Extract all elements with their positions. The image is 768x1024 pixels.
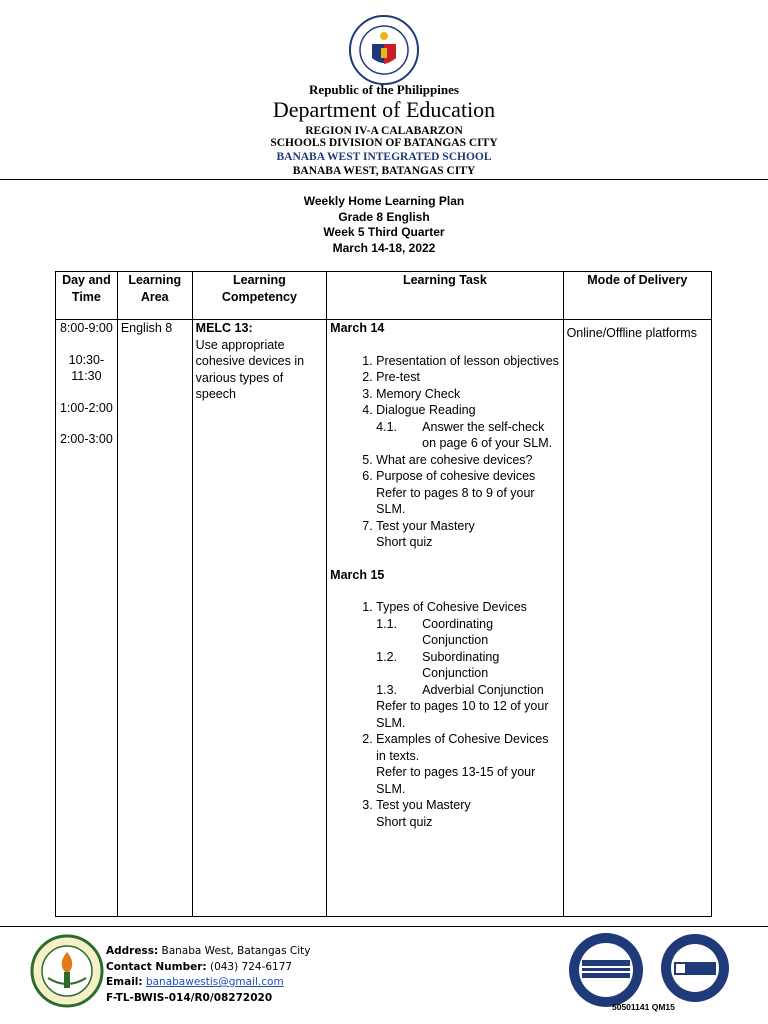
table-row (56, 320, 712, 917)
task-note: Refer to pages 13-15 of your SLM. (376, 765, 536, 796)
learning-task-cell (327, 320, 563, 917)
task-note: Short quiz (376, 814, 433, 829)
plan-title-line3: Week 5 Third Quarter (323, 225, 445, 239)
task-list-march15 (330, 599, 559, 830)
day-time-cell (56, 320, 118, 917)
region-line: REGION IV-A CALABARZON (305, 125, 463, 137)
sub-list (376, 419, 559, 452)
list-item: 4. Dialogue Reading 4.1. Answer the self-check on page 6 of your SLM. (376, 402, 559, 452)
certification-code: 50501141 QM15 (612, 1002, 675, 1012)
school-address: BANABA WEST, BATANGAS CITY (292, 165, 476, 177)
footer-email-line: Email: banabawestis@gmail.com (106, 976, 284, 988)
footer-contact-line: Contact Number: (043) 724-6177 (106, 960, 293, 973)
form-code: F-TL-BWIS-014/R0/08272020 (106, 991, 273, 1004)
task-note: Short quiz (376, 535, 433, 549)
header-divider (0, 179, 768, 180)
footer-divider (0, 926, 768, 927)
list-item: 6. Purpose of cohesive devices Refer to pages 8 to 9 of your SLM. (376, 468, 559, 518)
list-item: 7. Test your Mastery Short quiz (376, 518, 559, 551)
school-logo-icon (30, 934, 104, 1008)
division-line: SCHOOLS DIVISION OF BATANGAS CITY (270, 137, 498, 149)
task-date-march15: March 15 (330, 567, 385, 582)
plan-title (0, 194, 768, 256)
header-day-time: Day and Time (56, 272, 118, 320)
task-list-march14 (330, 353, 559, 551)
deped-seal-icon (348, 14, 420, 86)
time-slot: 1:00-2:00 (59, 400, 113, 415)
department-name: Department of Education (272, 97, 496, 122)
learning-plan-table (55, 271, 712, 917)
time-slot: 2:00-3:00 (59, 432, 113, 446)
time-slot: 8:00-9:00 (59, 321, 113, 335)
dqs-certification-icon (566, 930, 646, 1010)
list-item: 2. Examples of Cohesive Devices in texts. Refer to pages 13-15 of your SLM. (376, 731, 559, 797)
mode-of-delivery-cell (563, 320, 711, 917)
list-item: 1. Types of Cohesive Devices 1.1. Coordinating Conjunction 1.2. Subordinating Conjunction 1.3. Adverbial Conjunction Refer to pages 10 to 12 of your SLM. (376, 599, 559, 731)
sub-list-item: 1.2. Subordinating Conjunction (376, 649, 500, 680)
header-learning-task: Learning Task (327, 272, 563, 320)
list-item: 1. Presentation of lesson objectives (376, 353, 559, 370)
list-item: 5. What are cohesive devices? (376, 452, 559, 469)
list-item: 3. Memory Check (376, 386, 559, 403)
time-slot: 10:30-11:30 (68, 352, 105, 383)
plan-title-line1: Weekly Home Learning Plan (303, 194, 465, 208)
task-note: Refer to pages 8 to 9 of your SLM. (376, 485, 535, 516)
email-link[interactable]: banabawestis@gmail.com (145, 976, 284, 988)
sub-list-item: 1.3. Adverbial Conjunction (376, 682, 544, 697)
republic-line: Republic of the Philippines (309, 82, 459, 97)
footer-contact-info (106, 944, 311, 1006)
sub-list-item: 1.1. Coordinating Conjunction (376, 616, 494, 647)
school-name: BANABA WEST INTEGRATED SCHOOL (276, 151, 492, 163)
competency-code: MELC 13: (195, 321, 253, 335)
learning-area-cell: English 8 (117, 320, 192, 917)
plan-title-line4: March 14-18, 2022 (332, 240, 436, 255)
competency-cell (192, 320, 327, 917)
task-date-march14: March 14 (330, 321, 385, 335)
sub-list-item: 4.1. Answer the self-check on page 6 of your SLM. (376, 419, 553, 450)
header-mode-of-delivery: Mode of Delivery (563, 272, 711, 320)
task-note: Refer to pages 10 to 12 of your SLM. (376, 699, 549, 730)
sub-list (376, 616, 559, 699)
mode-of-delivery-text: Online/Offline platforms (566, 326, 697, 340)
list-item: 3. Test you Mastery Short quiz (376, 797, 559, 830)
list-item: 2. Pre-test (376, 369, 559, 386)
competency-text: Use appropriate cohesive devices in various types of speech (195, 337, 305, 401)
iqnet-certification-icon (659, 932, 731, 1004)
plan-title-line2: Grade 8 English (338, 209, 430, 224)
header-learning-area: Learning Area (117, 272, 192, 320)
header-learning-competency: Learning Competency (192, 272, 327, 320)
table-header-row (56, 272, 712, 320)
footer-address-line: Address: Banaba West, Batangas City (106, 945, 311, 957)
